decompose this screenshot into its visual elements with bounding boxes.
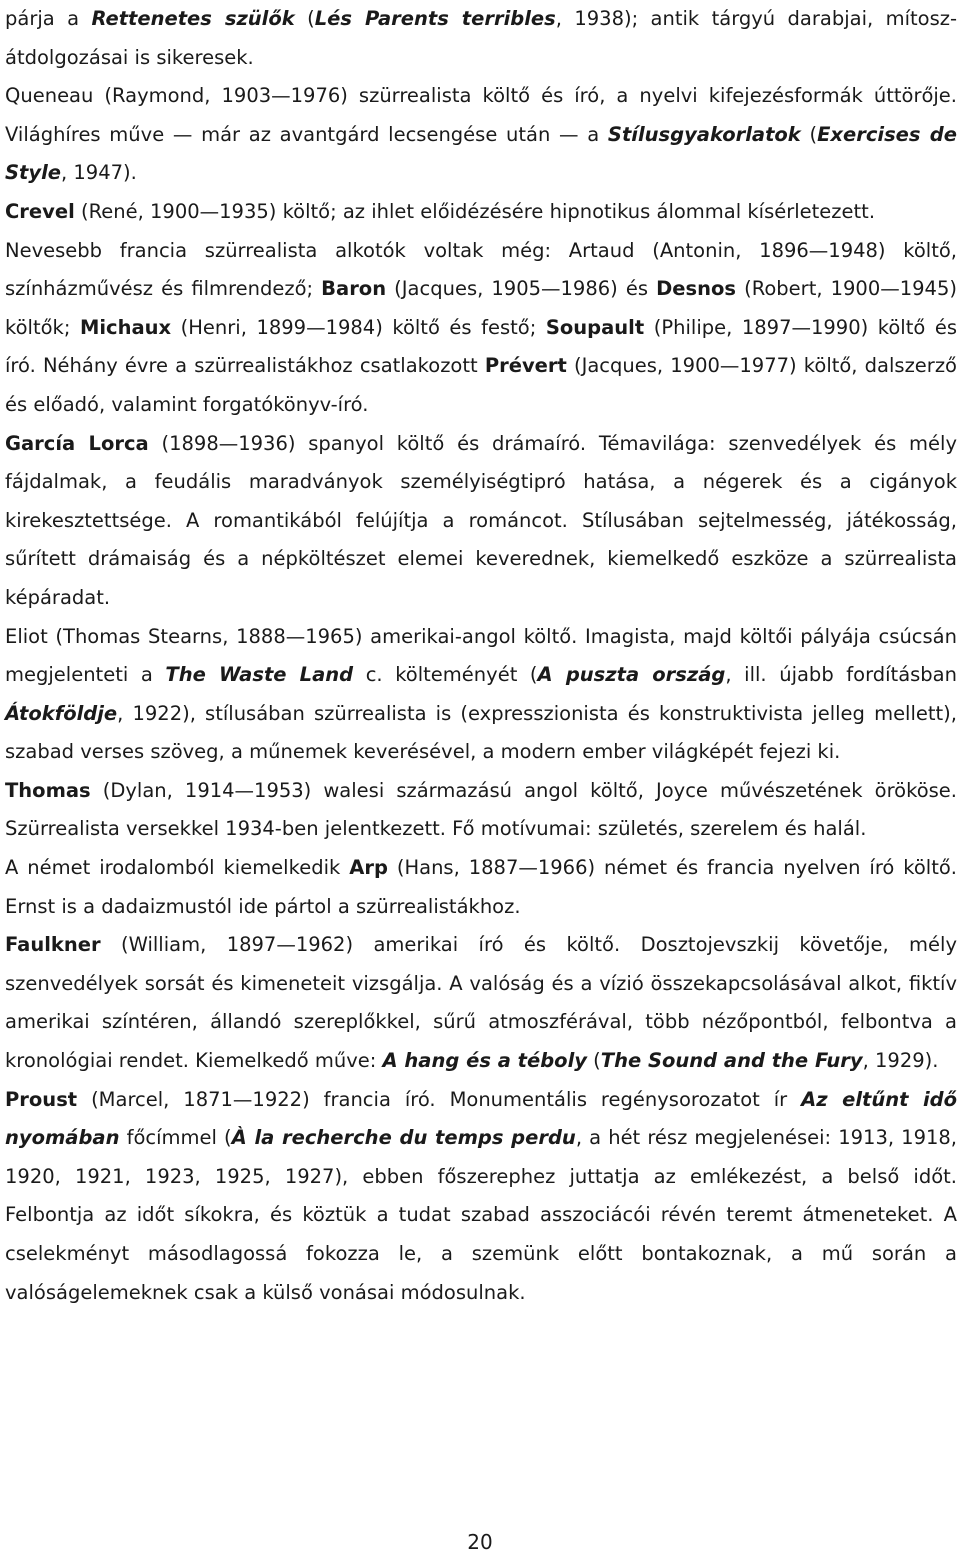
text-run: , 1938); antik tárgyú darabjai, mítosz-átdolgozásai is sikeresek.	[5, 7, 958, 69]
bold-name: Thomas	[5, 778, 91, 802]
text-run: c. költeményét (	[353, 663, 538, 687]
work-title: Átokföldje	[5, 701, 118, 725]
work-title: A hang és a téboly	[382, 1049, 587, 1073]
text-run: Eliot (Thomas Stearns, 1888—1965) amerikai-angol költő. Imagista, majd költői pályája csúcsán megjelenteti a	[5, 624, 957, 687]
paragraph-faulkner	[5, 926, 957, 1080]
page-number: 20	[467, 1530, 493, 1554]
text-run: (Hans, 1887—1966) német és francia nyelven író költő. Ernst is a dadaizmustól ide pártol a szürrealistákhoz.	[5, 856, 958, 918]
bold-name: Soupault	[545, 315, 645, 339]
text-run: párja a	[5, 7, 92, 30]
bold-name: Michaux	[79, 315, 172, 339]
paragraph-other-surrealists	[5, 232, 957, 425]
text-run: Queneau (Raymond, 1903—1976) szürrealista költő és író, a nyelvi kifejezésformák úttörője. Világhíres műve — már az avantgárd lecsengése után — a	[5, 84, 957, 146]
text-run: , 1929).	[862, 1049, 939, 1073]
bold-name: Faulkner	[5, 933, 101, 957]
text-run: (	[294, 7, 315, 30]
bold-name: Desnos	[656, 277, 736, 301]
work-title: Lés Parents terribles	[314, 7, 556, 30]
work-title: The Sound and the Fury	[600, 1049, 863, 1073]
text-run: (Jacques, 1900—1977) költő, dalszerző és előadó, valamint forgatókönyv-író.	[5, 354, 957, 416]
text-run: főcímmel (	[119, 1126, 232, 1150]
text-run: (René, 1900—1935) költő; az ihlet előidézésére hipnotikus álommal kísérletezett.	[74, 199, 876, 223]
text-run: , a hét rész megjelenései: 1913, 1918, 1920, 1921, 1923, 1925, 1927), ebben főszerephez juttatja az emlékezést, a belső időt. Felbontja az időt síkokra, és köztük a tudat szabad asszociácói révén teremt átmeneteket. A cselekményt másodlagossá fokozza le, a szemünk előtt bontakoznak, a mű során a valóságelemeknek csak a külső vonásai módosulnak.	[5, 1126, 957, 1304]
paragraph-thomas	[5, 772, 957, 849]
bold-name: Baron	[321, 277, 387, 301]
text-run: (Marcel, 1871—1922) francia író. Monumentális regénysorozatot ír	[77, 1087, 802, 1111]
text-run: (William, 1897—1962) amerikai író és költő. Dosztojevszkij követője, mély szenvedélyek sorsát és kimeneteit vizsgálja. A valóság és a vízió összekapcsolásával alkot, fiktív amerikai színtéren, állandó szereplőkkel, sűrű atmoszférával, több nézőpontból, felbontva a kronológiai rendet. Kiemelkedő műve:	[5, 933, 957, 1073]
bold-name: García Lorca	[5, 431, 149, 455]
text-run: Nevesebb francia szürrealista alkotók voltak még: Artaud (Antonin, 1896—1948) költő, színházművész és filmrendező;	[5, 238, 957, 301]
bold-name: Crevel	[5, 199, 75, 223]
text-run: (	[800, 122, 818, 146]
text-run: (Robert, 1900—1945) költők;	[5, 277, 957, 339]
bold-name: Prévert	[484, 354, 567, 378]
paragraph-arp	[5, 849, 957, 926]
paragraph-garcia-lorca	[5, 425, 957, 618]
paragraph-eliot	[5, 618, 957, 772]
work-title: Exercises de Style	[5, 122, 957, 185]
bold-name: Proust	[5, 1087, 78, 1111]
document-body	[5, 0, 957, 1312]
text-run: (Jacques, 1905—1986) és	[386, 277, 657, 301]
paragraph-cocteau-continuation	[5, 0, 957, 77]
work-title: The Waste Land	[165, 663, 354, 687]
paragraph-crevel	[5, 193, 957, 232]
work-title: A puszta ország	[537, 663, 726, 687]
text-run: (Philipe, 1897—1990) költő és író. Néhány évre a szürrealistákhoz csatlakozott	[5, 315, 957, 378]
work-title: Stílusgyakorlatok	[607, 122, 801, 146]
work-title: Rettenetes szülők	[91, 7, 295, 30]
work-title: À la recherche du temps perdu	[231, 1126, 576, 1150]
text-run: (1898—1936) spanyol költő és drámaíró. Témavilága: szenvedélyek és mély fájdalmak, a feudális maradványok személyiségtipró hatása, a négerek és a cigányok kirekesztettsége. A romantikából felújítja a románcot. Stílusában sejtelmesség, játékosság, sűrített drámaiság és a népköltészet elemei keverednek, kiemelkedő eszköze a szürrealista képáradat.	[5, 431, 957, 609]
text-run: A német irodalomból kiemelkedik	[5, 856, 350, 880]
text-run: , 1922), stílusában szürrealista is (expresszionista és konstruktivista jelleg mellett), szabad verses szöveg, a műnemek keverésével, a modern ember világképét fejezi ki.	[5, 701, 957, 764]
bold-name: Arp	[349, 856, 388, 880]
text-run: , 1947).	[61, 161, 137, 185]
paragraph-queneau	[5, 77, 957, 193]
text-run: , ill. újabb fordításban	[725, 663, 957, 687]
text-run: (	[586, 1049, 601, 1073]
text-run: (Dylan, 1914—1953) walesi származású angol költő, Joyce művészetének örököse. Szürrealista versekkel 1934-ben jelentkezett. Fő motívumai: születés, szerelem és halál.	[5, 778, 957, 841]
text-run: (Henri, 1899—1984) költő és festő;	[171, 315, 546, 339]
paragraph-proust	[5, 1081, 957, 1313]
work-title: Az eltűnt idő nyomában	[5, 1087, 957, 1150]
